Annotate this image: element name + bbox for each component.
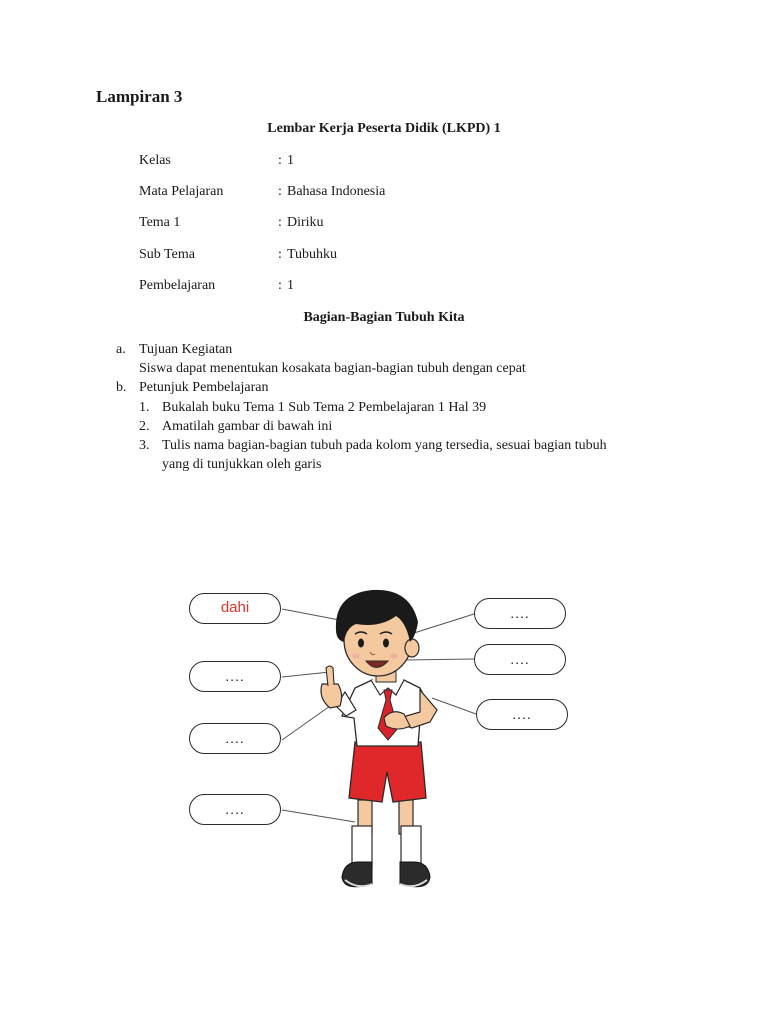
- meta-label: Tema 1: [139, 215, 181, 230]
- label-box-right-3[interactable]: ....: [476, 699, 568, 730]
- eye-right: [383, 639, 389, 648]
- meta-value: 1: [287, 278, 294, 293]
- shoes: [342, 862, 430, 887]
- step-text: Amatilah gambar di bawah ini: [162, 419, 333, 434]
- hand-left: [321, 684, 342, 708]
- meta-label: Pembelajaran: [139, 278, 216, 293]
- section-title: Bagian-Bagian Tubuh Kita: [303, 310, 465, 325]
- shorts: [349, 742, 426, 802]
- label-box-right-2[interactable]: ....: [474, 644, 566, 675]
- label-box-left-3[interactable]: ....: [189, 723, 281, 754]
- list-marker-a: a.: [116, 342, 126, 357]
- meta-value: Tubuhku: [287, 247, 338, 262]
- ear: [405, 639, 419, 657]
- label-box-right-1[interactable]: ....: [474, 598, 566, 629]
- label-box-left-4[interactable]: ....: [189, 794, 281, 825]
- step-text: Bukalah buku Tema 1 Sub Tema 2 Pembelajaran 1 Hal 39: [162, 400, 487, 415]
- page-heading: Lampiran 3: [96, 87, 183, 106]
- meta-separator: :: [278, 247, 282, 262]
- label-box-left-2[interactable]: ....: [189, 661, 281, 692]
- section-b-title: Petunjuk Pembelajaran: [139, 380, 269, 395]
- meta-separator: :: [278, 153, 282, 168]
- step-text-continued: yang di tunjukkan oleh garis: [162, 457, 322, 472]
- pointing-finger: [326, 666, 334, 686]
- section-a-text: Siswa dapat menentukan kosakata bagian-bagian tubuh dengan cepat: [139, 361, 526, 376]
- section-a-title: Tujuan Kegiatan: [139, 342, 233, 357]
- step-number: 1.: [139, 400, 150, 415]
- list-marker-b: b.: [116, 380, 127, 395]
- meta-label: Kelas: [139, 153, 171, 168]
- eye-left: [358, 639, 364, 648]
- meta-label: Sub Tema: [139, 247, 195, 262]
- label-box-forehead: dahi: [189, 593, 281, 624]
- step-text: Tulis nama bagian-bagian tubuh pada kolom yang tersedia, sesuai bagian tubuh: [162, 438, 607, 453]
- meta-separator: :: [278, 278, 282, 293]
- meta-label: Mata Pelajaran: [139, 184, 224, 199]
- meta-value: Diriku: [287, 215, 324, 230]
- step-number: 2.: [139, 419, 150, 434]
- document-title: Lembar Kerja Peserta Didik (LKPD) 1: [267, 121, 501, 136]
- meta-separator: :: [278, 215, 282, 230]
- head: [336, 590, 419, 676]
- meta-separator: :: [278, 184, 282, 199]
- meta-value: Bahasa Indonesia: [287, 184, 386, 199]
- meta-value: 1: [287, 153, 294, 168]
- legs: [352, 800, 421, 868]
- step-number: 3.: [139, 438, 150, 453]
